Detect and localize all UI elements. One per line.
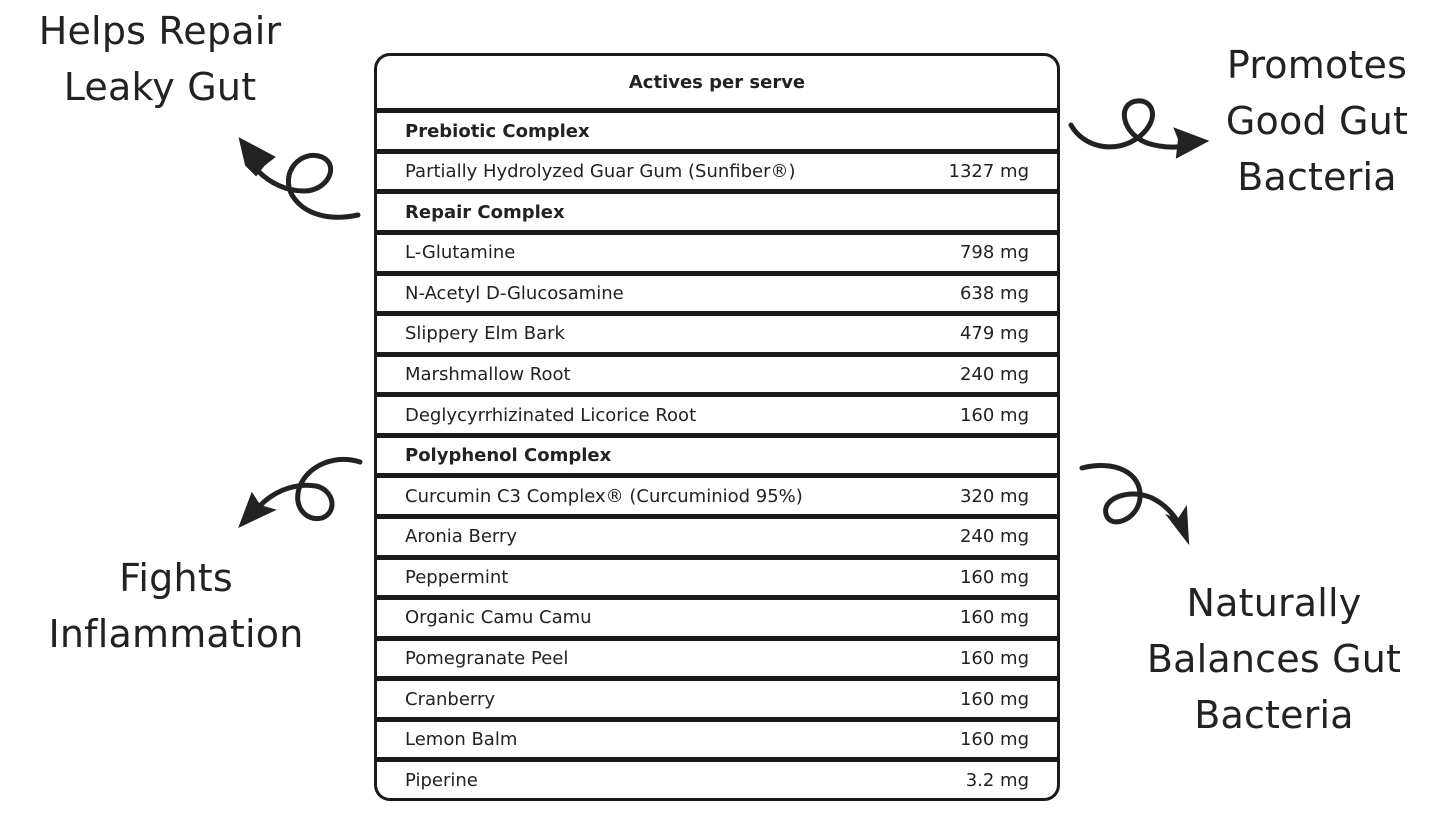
ingredient-amount: 479 mg — [959, 323, 1029, 345]
table-row — [377, 722, 1057, 758]
callout-line: Bacteria — [1237, 155, 1397, 199]
section-header — [377, 113, 1057, 149]
section-header — [377, 438, 1057, 474]
ingredient-amount: 1327 mg — [948, 161, 1029, 183]
ingredient-name: Cranberry — [405, 688, 496, 710]
table-row — [377, 154, 1057, 190]
callout-line: Inflammation — [48, 612, 304, 656]
table-row — [377, 478, 1057, 514]
ingredient-amount: 160 mg — [959, 404, 1029, 426]
curly-arrow-icon-bottom-left — [230, 450, 370, 535]
ingredient-name: L-Glutamine — [405, 242, 516, 264]
callout-line: Good Gut — [1225, 99, 1409, 143]
ingredient-name: Deglycyrrhizinated Licorice Root — [405, 404, 697, 426]
table-header — [377, 56, 1057, 108]
callout-line: Promotes — [1226, 43, 1408, 87]
table-row — [377, 235, 1057, 271]
ingredient-amount: 3.2 mg — [965, 769, 1029, 791]
section-title: Repair Complex — [405, 201, 565, 223]
ingredient-amount: 240 mg — [959, 364, 1029, 386]
table-row — [377, 276, 1057, 312]
callout-line: Leaky Gut — [63, 65, 257, 109]
callout-line: Naturally — [1186, 581, 1362, 625]
table-row — [377, 641, 1057, 677]
ingredient-amount: 320 mg — [959, 485, 1029, 507]
ingredient-name: Organic Camu Camu — [405, 607, 592, 629]
section-title: Prebiotic Complex — [405, 120, 590, 142]
ingredient-name: Pomegranate Peel — [405, 647, 569, 669]
curly-arrow-icon-top-right — [1065, 95, 1215, 165]
callout-fights-inflammation — [36, 550, 316, 662]
table-header-label: Actives per serve — [628, 71, 806, 93]
ingredient-amount: 638 mg — [959, 282, 1029, 304]
table-row — [377, 519, 1057, 555]
section-title: Polyphenol Complex — [405, 445, 612, 467]
callout-promotes-good-gut-bacteria — [1188, 37, 1445, 205]
ingredient-amount: 160 mg — [959, 607, 1029, 629]
callout-line: Helps Repair — [38, 9, 282, 53]
ingredient-name: Partially Hydrolyzed Guar Gum (Sunfiber®) — [405, 161, 796, 183]
table-row — [377, 600, 1057, 636]
ingredient-name: Slippery Elm Bark — [405, 323, 565, 345]
callout-helps-repair-leaky-gut — [20, 3, 300, 115]
ingredient-name: Marshmallow Root — [405, 364, 571, 386]
ingredient-amount: 160 mg — [959, 729, 1029, 751]
callout-line: Fights — [119, 556, 233, 600]
table-row — [377, 681, 1057, 717]
actives-table-rows — [377, 56, 1057, 798]
ingredient-amount: 240 mg — [959, 526, 1029, 548]
table-row — [377, 357, 1057, 393]
ingredient-amount: 160 mg — [959, 647, 1029, 669]
ingredient-amount: 160 mg — [959, 566, 1029, 588]
curly-arrow-icon-bottom-right — [1070, 458, 1200, 548]
section-header — [377, 194, 1057, 230]
curly-arrow-icon-top-left — [230, 135, 370, 230]
table-row — [377, 397, 1057, 433]
table-row — [377, 316, 1057, 352]
table-row — [377, 762, 1057, 798]
ingredient-amount: 798 mg — [959, 242, 1029, 264]
ingredient-name: Peppermint — [405, 566, 509, 588]
ingredient-name: Aronia Berry — [405, 526, 518, 548]
ingredient-name: N-Acetyl D-Glucosamine — [405, 282, 624, 304]
ingredient-name: Lemon Balm — [405, 729, 518, 751]
callout-line: Balances Gut — [1146, 637, 1402, 681]
ingredient-name: Piperine — [405, 769, 478, 791]
callout-line: Bacteria — [1194, 693, 1354, 737]
actives-table — [374, 53, 1060, 801]
callout-naturally-balances-gut-bacteria — [1128, 575, 1420, 743]
ingredient-name: Curcumin C3 Complex® (Curcuminiod 95%) — [405, 485, 803, 507]
ingredient-amount: 160 mg — [959, 688, 1029, 710]
table-row — [377, 560, 1057, 596]
